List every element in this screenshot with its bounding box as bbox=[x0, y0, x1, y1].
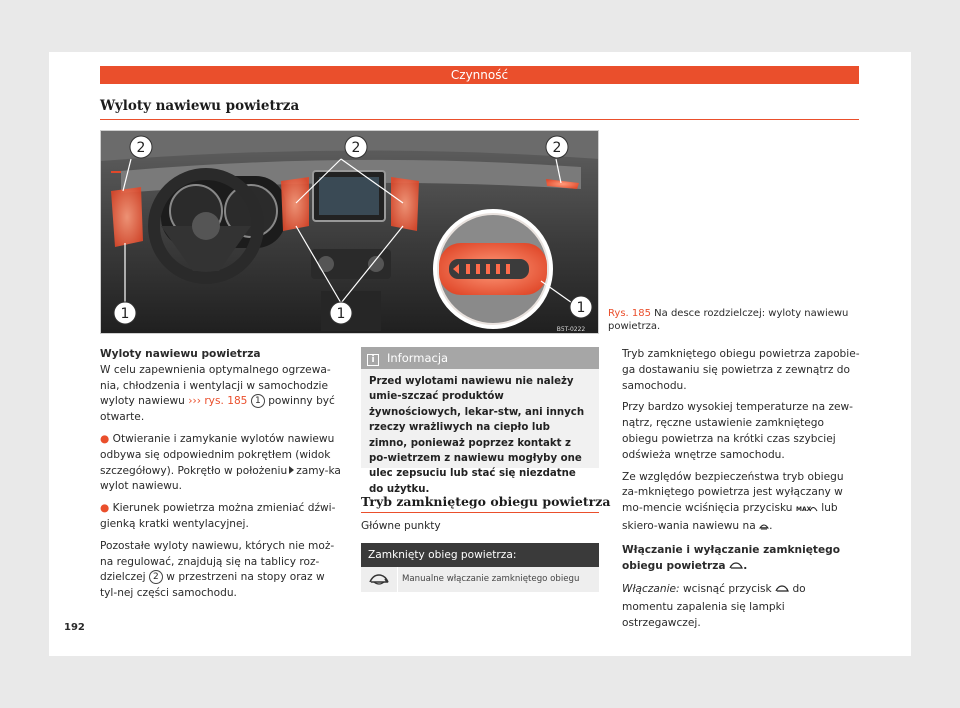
info-header bbox=[361, 347, 599, 369]
callout-1-left: 1 bbox=[120, 306, 130, 322]
col3-p4-text: wcisnąć przycisk bbox=[683, 583, 772, 596]
recirculation-icon bbox=[775, 584, 789, 600]
triangle-icon bbox=[289, 466, 294, 474]
recirc-row-text: Manualne włączanie zamkniętego obiegu bbox=[397, 567, 599, 592]
col3-p3-mid: lub skiero-wania nawiewu na bbox=[622, 502, 838, 532]
column-right bbox=[622, 347, 860, 638]
windshield-icon bbox=[759, 521, 769, 537]
col1-bullet2-text: Kierunek powietrza można zmieniać dźwi-gienką kratki wentylacyjnej. bbox=[100, 502, 336, 530]
caption-text: Na desce rozdzielczej: wyloty nawiewu powietrza. bbox=[608, 308, 849, 332]
bullet-icon: ● bbox=[100, 432, 110, 445]
title-divider bbox=[100, 119, 859, 120]
col3-p4-label: Włączanie: bbox=[622, 583, 680, 596]
info-body: Przed wylotami nawiewu nie należy umie-szczać produktów żywnościowych, lekar-stw, ani innych rzeczy wrażliwych na ciepło lub zimno, ponieważ poprzez kontakt z po-wietrzem z nawiewu mogłyby one ulec zepsuciu lub stać się niezdatne do użytku. bbox=[369, 376, 585, 495]
col3-heading2-end: . bbox=[743, 559, 748, 572]
callout-ref-1: 1 bbox=[251, 394, 265, 408]
col3-p3-text: Ze względów bezpieczeństwa tryb obiegu za-mkniętego powietrza jest wyłączany w mo-mencie wciśnięcia przycisku bbox=[622, 470, 844, 515]
figure-code: B5T-0222 bbox=[556, 326, 586, 333]
caption-ref: Rys. 185 bbox=[608, 308, 651, 319]
section-title: Wyloty nawiewu powietrza bbox=[100, 98, 300, 114]
col1-p2-text: Pozostałe wyloty nawiewu, których nie moż-na regulować, znajdują się na tablicy roz-dzielczej bbox=[100, 539, 335, 584]
recirc-table-row bbox=[361, 567, 599, 592]
callout-2-center: 2 bbox=[351, 140, 361, 156]
recirc-table-header: Zamknięty obieg powietrza: bbox=[361, 543, 599, 567]
col1-bullet1-end: zamy-ka wylot nawiewu. bbox=[100, 464, 341, 493]
recirc-title: Tryb zamkniętego obiegu powietrza bbox=[361, 494, 611, 509]
chapter-header: Czynność bbox=[100, 66, 859, 84]
info-box bbox=[361, 347, 599, 495]
dashboard-figure bbox=[100, 130, 599, 334]
col3-heading2: Włączanie i wyłączanie zamkniętego obiegu powietrza bbox=[622, 543, 841, 572]
callout-ref-2: 2 bbox=[149, 570, 163, 584]
recirculation-icon bbox=[361, 567, 397, 592]
figure-link-arrow[interactable]: ››› bbox=[188, 395, 201, 408]
callout-1-right: 1 bbox=[576, 300, 586, 316]
info-title: Informacja bbox=[387, 351, 449, 365]
col1-p1-end: powinny być otwarte. bbox=[100, 395, 335, 424]
callout-2-right: 2 bbox=[552, 140, 562, 156]
max-defrost-icon bbox=[796, 503, 818, 519]
col3-p2: Przy bardzo wysokiej temperaturze na zew-nątrz, ręczne ustawienie zamkniętego obiegu powietrza na krótki czas szybciej odświeża wnętrze samochodu. bbox=[622, 401, 854, 461]
recirc-divider bbox=[361, 512, 599, 513]
col1-p1-text: W celu zapewnienia optymalnego ogrzewa-nia, chłodzenia i wentylacji w samochodzie wyloty nawiewu bbox=[100, 363, 331, 408]
col1-p2-end: w przestrzeni na stopy oraz w tyl-nej części samochodu. bbox=[100, 571, 325, 600]
figure-link[interactable]: rys. 185 bbox=[204, 395, 248, 408]
dashboard-illustration bbox=[101, 131, 599, 334]
col3-p1: Tryb zamkniętego obiegu powietrza zapobie-ga dostawaniu się powietrza z zewnątrz do samochodu. bbox=[622, 348, 860, 392]
callout-2-left: 2 bbox=[136, 140, 146, 156]
recirculation-icon bbox=[729, 561, 743, 577]
col1-heading: Wyloty nawiewu powietrza bbox=[100, 348, 261, 360]
main-points-label: Główne punkty bbox=[361, 520, 441, 532]
bullet-icon: ● bbox=[100, 502, 110, 515]
col1-bullet1-text: Otwieranie i zamykanie wylotów nawiewu odbywa się odpowiednim pokrętłem (widok szczegółowy). Pokrętło w położeniu bbox=[100, 432, 335, 477]
callout-1-center: 1 bbox=[336, 306, 346, 322]
max-label: MAX bbox=[795, 506, 812, 514]
page-number: 192 bbox=[64, 622, 85, 633]
col3-p3-end: . bbox=[769, 519, 773, 532]
info-icon: i bbox=[367, 354, 379, 366]
figure-caption bbox=[608, 307, 858, 333]
column-left bbox=[100, 347, 344, 608]
col3-p4-end: do momentu zapalenia się lampki ostrzegawczej. bbox=[622, 583, 806, 629]
